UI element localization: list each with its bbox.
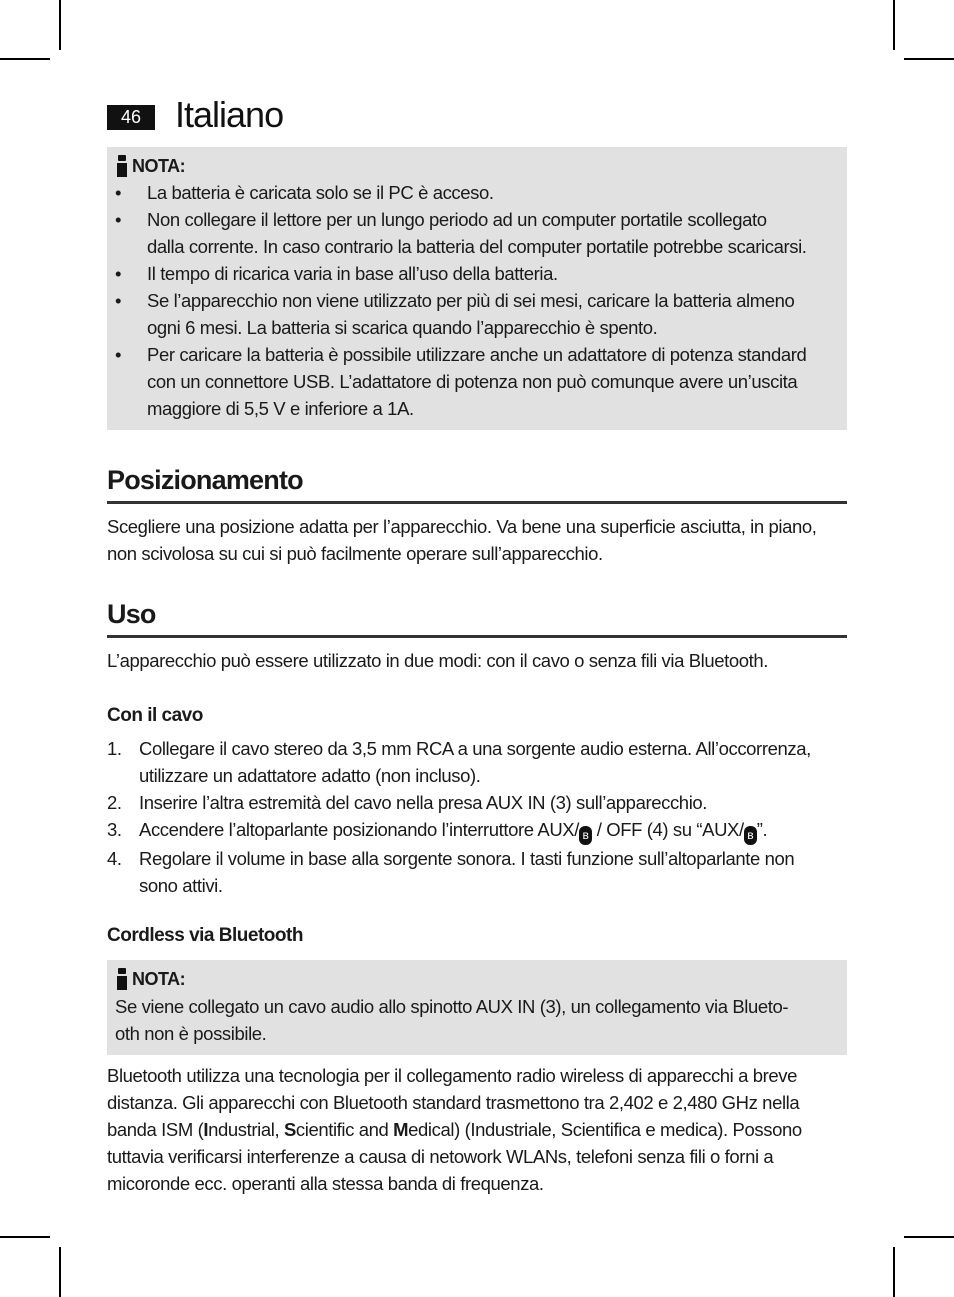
note-item: • Non collegare il lettore per un lungo periodo ad un computer portatile scollegato dalla corrente. In caso contrario la batteria del computer portatile potrebbe scaricarsi. [115,209,807,257]
bluetooth-paragraph: Bluetooth utilizza una tecnologia per il collegamento radio wireless di apparecchi a breve distanza. Gli apparecchi con Bluetooth standard trasmettono tra 2,402 e 2,480 GHz nella banda ISM (Industrial, Scientific and Medical) (Industriale, Scientifica e medica). Possono tuttavia verificarsi interferenze a causa di netowork WLANs, telefoni senza fili o forni a micoronde ecc. operanti alla stessa banda di frequenza. [107,1065,802,1194]
crop-mark [904,58,954,60]
bluetooth-icon: ʙ [744,826,757,845]
note-header [115,153,837,179]
section-usage [107,597,847,674]
language-title: Italiano [175,94,284,135]
info-icon [115,155,129,177]
crop-mark [904,1236,954,1238]
note-box [107,147,847,430]
note-label: NOTA: [132,968,186,989]
crop-mark [59,0,61,50]
info-icon [115,968,129,990]
steps-list [107,735,847,899]
crop-mark [893,0,895,50]
note-box [107,960,847,1055]
section-positioning [107,463,847,567]
note-list [107,179,837,422]
section-intro: L’apparecchio può essere utilizzato in due modi: con il cavo o senza fili via Bluetooth. [107,650,769,671]
note-item: • Se l’apparecchio non viene utilizzato per più di sei mesi, caricare la batteria almeno ogni 6 mesi. La batteria si scarica quando l’apparecchio è spento. [115,290,795,338]
subheading-cordless: Cordless via Bluetooth [107,925,303,946]
note-paragraph: Se viene collegato un cavo audio allo spinotto AUX IN (3), un collegamento via Blueto- oth non è possibile. [115,996,789,1044]
section-heading: Uso [107,597,847,638]
crop-mark [0,1236,50,1238]
bluetooth-icon: ʙ [579,826,592,845]
section-paragraph: Scegliere una posizione adatta per l’apparecchio. Va bene una superficie asciutta, in piano, non scivolosa su cui si può facilmente operare sull’apparecchio. [107,516,817,564]
note-item: • Il tempo di ricarica varia in base all’uso della batteria. [115,263,558,284]
subheading-cable: Con il cavo [107,705,203,726]
section-heading: Posizionamento [107,463,847,504]
crop-mark [0,58,50,60]
crop-mark [893,1247,895,1297]
note-item: • La batteria è caricata solo se il PC è acceso. [115,182,494,203]
note-header [115,966,837,992]
step-item: 3. Accendere l’altoparlante posizionando l’interruttore AUX/ ʙ / OFF (4) su “AUX/ ʙ ”. [107,816,847,845]
note-item: • Per caricare la batteria è possibile utilizzare anche un adattatore di potenza standard con un connettore USB. L’adattatore di potenza non può comunque avere un’uscita maggiore di 5,5 V e inferiore a 1A. [115,344,807,419]
crop-mark [59,1247,61,1297]
step-item: 2. Inserire l’altra estremità del cavo nella presa AUX IN (3) sull’apparecchio. [107,792,708,813]
note-label: NOTA: [132,155,186,176]
step-item: 4. Regolare il volume in base alla sorgente sonora. I tasti funzione sull’altoparlante non sono attivi. [107,848,795,896]
step-item: 1. Collegare il cavo stereo da 3,5 mm RCA a una sorgente audio esterna. All’occorrenza, utilizzare un adattatore adatto (non incluso). [107,738,811,786]
page-number: 46 [107,105,155,130]
